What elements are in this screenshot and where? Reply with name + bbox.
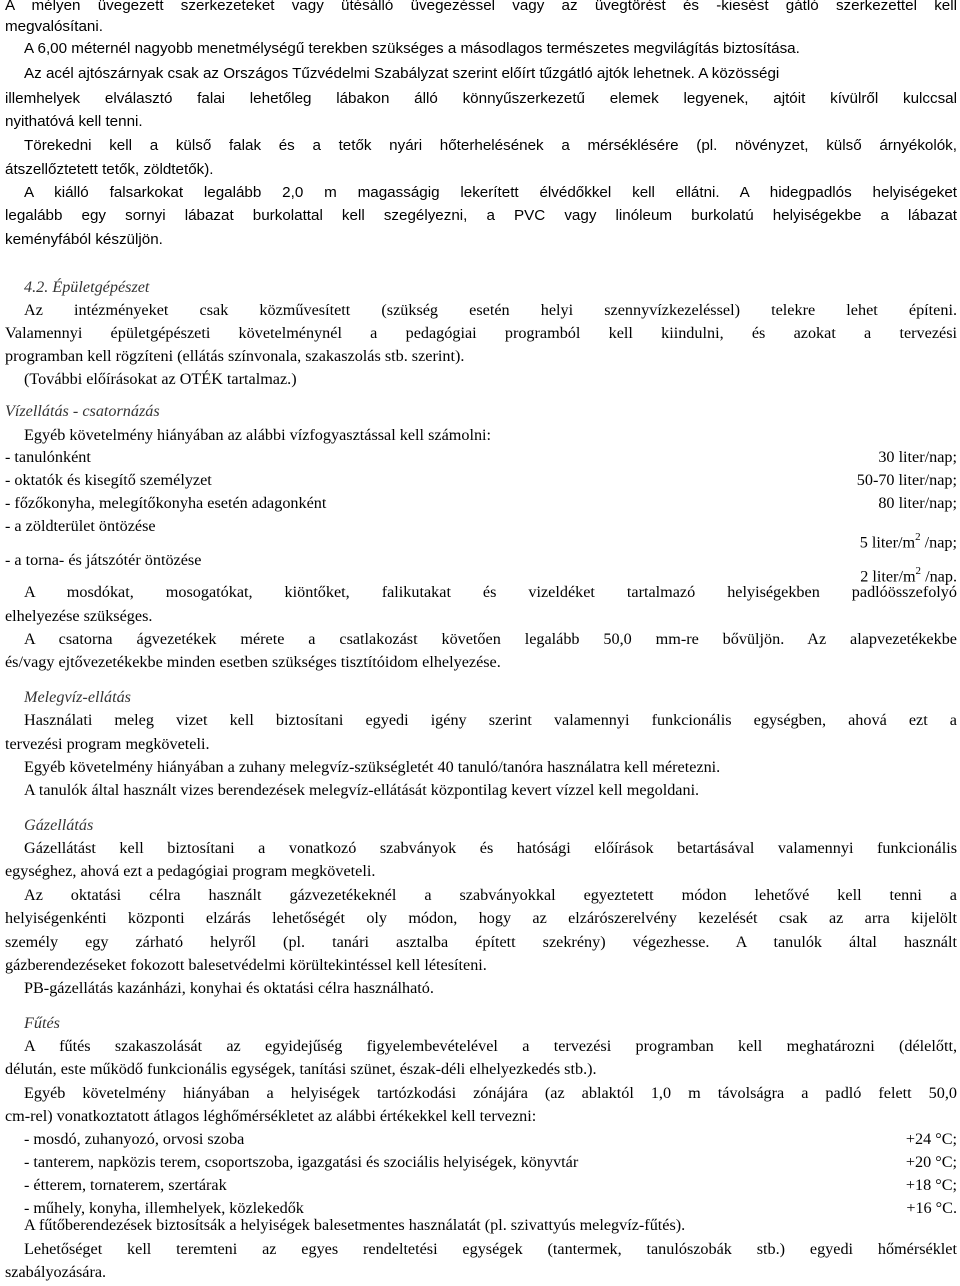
list-item (5, 468, 957, 492)
list-item (5, 491, 957, 515)
list-item-label: - oktatók és kisegítő személyzet (5, 471, 212, 489)
subsection-heading: Vízellátás - csatornázás (5, 402, 160, 420)
list-item-label: - a zöldterület öntözése (5, 517, 156, 535)
text-line: gázberendezéseket fokozott balesetvédelmi körültekintéssel kell létesíteni. (5, 956, 487, 974)
text-line: délután, este működő funkcionális egységek, tanítási szünet, észak-déli elhelyezkedés stb.). (5, 1060, 597, 1078)
section-heading: 4.2. Épületgépészet (24, 278, 150, 296)
list-item-label: - főzőkonyha, melegítőkonyha esetén adagonként (5, 494, 327, 512)
text-line: és/vagy ejtővezetékekbe minden esetben szükséges tisztítóidom elhelyezése. (5, 653, 501, 671)
list-item-label: - a torna- és játszótér öntözése (5, 551, 202, 569)
text-line: A mosdókat, mosogatókat, kiöntőket, falikutakat és vizeldéket tartalmazó helyiségekben padlóösszefolyó (24, 583, 957, 601)
list-item (5, 1127, 957, 1151)
text-line: programban kell rögzíteni (ellátás színvonala, szakaszolás stb. szerint). (5, 347, 465, 365)
value-superscript: 2 (915, 565, 922, 577)
text-line (24, 63, 779, 85)
subsection-heading: Gázellátás (24, 816, 94, 834)
text-line: Az oktatási célra használt gázvezetékeknél a szabványokkal egyeztetett módon lehetővé kell tenni a (24, 886, 957, 904)
text-line: A mélyen üvegezett szerkezeteket vagy ütésálló üvegezéssel vagy az üvegtörést és -kiesést gátló szerkezettel kell (5, 0, 957, 14)
text-line: legalább egy sornyi lábazat burkolattal kell szegélyezni, a PVC vagy linóleum burkolatú helyiségekbe a lábazat (5, 207, 957, 224)
text-line: PB-gázellátás kazánházi, konyhai és oktatási célra használható. (24, 979, 434, 997)
value-text: /nap. (921, 567, 957, 586)
text-line: A tanulók által használt vizes berendezések melegvíz-ellátását központilag kevert vízzel kell megoldani. (24, 781, 700, 799)
list-item-label: - műhely, konyha, illemhelyek, közlekedők (24, 1199, 304, 1217)
text-line: illemhelyek elválasztó falai lehetőleg lábakon álló könnyűszerkezetű elemek legyenek, ajtóit kívülről kulccsal (5, 90, 957, 107)
text-fragment: Az acél ajtószárnyak csak az Országos Tűzvédelmi Szabályzat szerint előírt tűzgátló ajtók lehetnek. (24, 65, 695, 82)
text-line: (További előírásokat az OTÉK tartalmaz.) (24, 370, 297, 388)
text-line: cm-rel) vonatkoztatott átlagos léghőmérsékletet az alábbi értékekkel kell tervezni: (5, 1107, 537, 1125)
list-item-label: - mosdó, zuhanyozó, orvosi szoba (24, 1130, 245, 1148)
text-line: Az intézményeket csak közművesített (szükség esetén helyi szennyvízkezeléssel) telekre lehet építeni. (24, 301, 957, 319)
text-line: A csatorna ágvezetékek mérete a csatlakozást követően legalább 50,0 mm-re bővüljön. Az alapvezetékekbe (24, 630, 957, 648)
text-line: A 6,00 méternél nagyobb menetmélységű terekben szükséges a másodlagos természetes megvilágítás biztosítása. (24, 40, 800, 57)
subsection-heading: Fűtés (24, 1014, 60, 1032)
list-item (5, 514, 957, 550)
list-item (5, 548, 957, 584)
list-item-label: - tanulónként (5, 448, 91, 466)
text-line: egységhez, ahová ezt a pedagógiai program megköveteli. (5, 862, 376, 880)
text-fragment: A közösségi (698, 65, 780, 82)
text-line: Egyéb követelmény hiányában a zuhany melegvíz-szükségletét 40 tanuló/tanóra használatra kell méretezni. (24, 758, 721, 776)
text-line: Törekedni kell a külső falak és a tetők nyári hőterhelésének a mérséklésére (pl. növényzet, külső árnyékolók, (24, 137, 957, 154)
list-item-label: - étterem, tornaterem, szertárak (24, 1176, 227, 1194)
text-line: A kiálló falsarkokat legalább 2,0 m magasságig lekerített élvédőkkel kell ellátni. A hidegpadlós helyiségeket (24, 184, 957, 201)
text-line: nyithatóvá kell tenni. (5, 113, 143, 130)
text-line: megvalósítani. (5, 18, 103, 35)
text-line: helyiségenkénti központi elzárás lehetőségét oly módon, hogy az elzárószerelvény kezelését csak az arra kijelölt (5, 909, 957, 927)
text-line: Lehetőséget kell teremteni az egyes rendeltetési egységek (tantermek, tanulószobák stb.) egyedi hőmérséklet (24, 1240, 957, 1258)
text-line: Egyéb követelmény hiányában a helyiségek tartózkodási zónájára (az ablaktól 1,0 m távolságra a padló felett 50,0 (24, 1084, 957, 1102)
value-superscript: 2 (915, 531, 921, 543)
text-line: tervezési program megköveteli. (5, 735, 210, 753)
subsection-heading: Melegvíz-ellátás (24, 688, 131, 706)
list-item (5, 1150, 957, 1174)
list-item-label: - tanterem, napközis terem, csoportszoba, igazgatási és szociális helyiségek, könyvtár (24, 1153, 579, 1171)
list-item-value: +20 °C; (905, 1153, 957, 1171)
list-item (5, 445, 957, 469)
value-text: 5 liter/m (859, 533, 916, 552)
list-item-value: 80 liter/nap; (878, 494, 957, 512)
list-item-value: 50-70 liter/nap; (856, 471, 957, 489)
list-item-value: +16 °C. (906, 1199, 957, 1217)
list-item (5, 1173, 957, 1197)
text-line: szabályozására. (5, 1263, 107, 1281)
text-line: Használati meleg vizet kell biztosítani egyedi igény szerint valamennyi funkcionális egységben, ahová ezt a (24, 711, 957, 729)
value-text: /nap; (920, 533, 957, 552)
text-line: Gázellátást kell biztosítani a vonatkozó szabványok és hatósági előírások betartásával valamennyi funkcionális (24, 839, 957, 857)
value-text: 2 liter/m (860, 567, 916, 586)
list-item-value: +18 °C; (905, 1176, 957, 1194)
list-item-value: 30 liter/nap; (878, 448, 957, 466)
text-line: átszellőztetett tetők, zöldtetők). (5, 161, 214, 178)
text-line: személy egy zárható helyről (pl. tanári asztalba épített szekrény) végezhesse. A tanulók által használt (5, 933, 957, 951)
text-line: keményfából készüljön. (5, 231, 163, 248)
text-line: elhelyezése szükséges. (5, 607, 153, 625)
list-item-value: +24 °C; (905, 1130, 957, 1148)
text-line: Egyéb követelmény hiányában az alábbi vízfogyasztással kell számolni: (24, 426, 492, 444)
text-line: A fűtőberendezések biztosítsák a helyiségek balesetmentes használatát (pl. szivattyús melegvíz-fűtés). (24, 1216, 686, 1234)
text-line: Valamennyi épületgépészeti követelménynél a pedagógiai programból kell kiindulni, és azokat a tervezési (5, 324, 957, 342)
text-line: A fűtés szakaszolását az egyidejűség figyelembevételével a tervezési programban kell meghatározni (délelőtt, (24, 1037, 957, 1055)
